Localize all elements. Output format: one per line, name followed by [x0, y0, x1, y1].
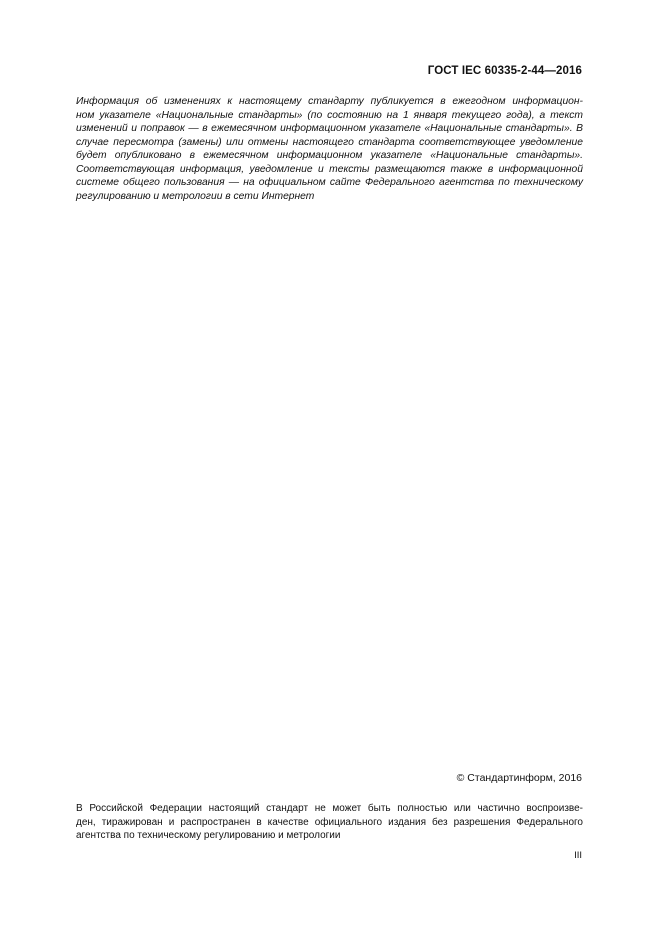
notice-line: регулированию и метрологии в сети Интернет	[76, 190, 315, 202]
page-number: III	[574, 850, 582, 861]
change-notice-paragraph	[76, 95, 583, 203]
notice-line: случае пересмотра (замены) или отмены настоящего стандарта соответствующее уведомление	[76, 136, 583, 148]
reproduction-restriction-paragraph	[76, 802, 583, 843]
legal-line: агентства по техническому регулированию и метрологии	[76, 830, 341, 841]
legal-line: ден, тиражирован и распространен в качестве официального издания без разрешения Федерального	[76, 816, 583, 828]
copyright-notice: © Стандартинформ, 2016	[456, 772, 582, 784]
notice-line: системе общего пользования — на официальном сайте Федерального агентства по техническому	[76, 177, 583, 188]
notice-line: Информация об изменениях к настоящему стандарту публикуется в ежегодном информацион-	[76, 96, 583, 107]
notice-line: изменений и поправок — в ежемесячном информационном указателе «Национальные стандарты». В	[76, 123, 583, 134]
legal-line: В Российской Федерации настоящий стандарт не может быть полностью или частично воспроизве-	[76, 803, 583, 814]
notice-line: ном указателе «Национальные стандарты» (по состоянию на 1 января текущего года), а текст	[76, 109, 583, 121]
notice-line: будет опубликовано в ежемесячном информационном указателе «Национальные стандарты».	[76, 150, 583, 161]
standard-code: ГОСТ IEC 60335-2-44—2016	[427, 65, 582, 77]
notice-line: Соответствующая информация, уведомление и тексты размещаются также в информационной	[76, 163, 583, 175]
